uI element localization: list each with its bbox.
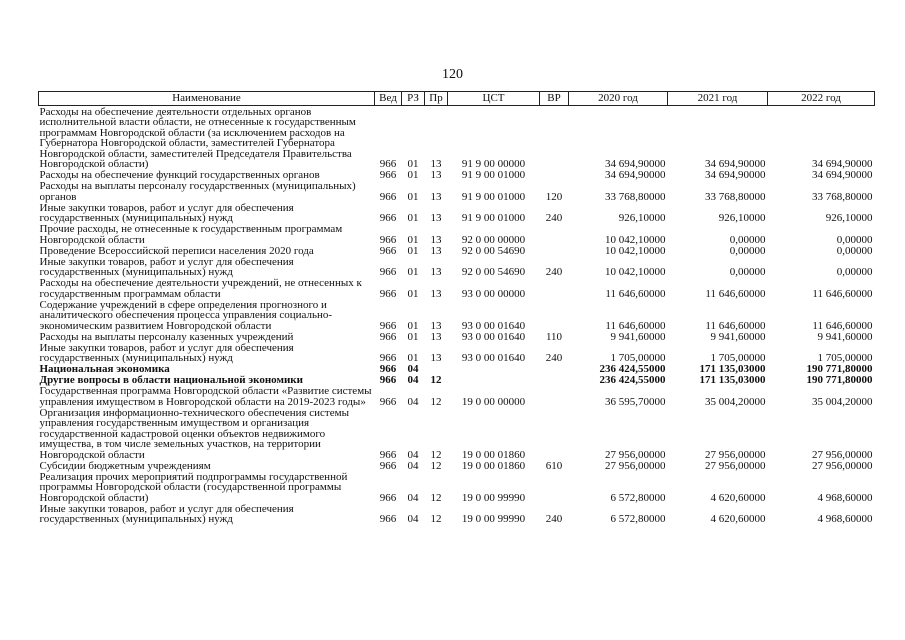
- header-rz: РЗ: [402, 92, 425, 106]
- cell-cst: [448, 375, 540, 386]
- cell-cst: 91 9 00 01000: [461, 169, 526, 181]
- cell-2022: 0,00000: [836, 266, 873, 278]
- cell-pr: 13: [430, 233, 442, 246]
- cell-2022: 27 956,00000: [812, 448, 873, 461]
- cell-2021: 35 004,20000: [705, 395, 766, 408]
- cell-ved: 966: [379, 158, 397, 170]
- cell-cst: 19 0 00 99990: [461, 513, 526, 525]
- cell-cst: [448, 364, 540, 375]
- cell-ved: 966: [379, 330, 397, 343]
- cell-ved: 966: [379, 319, 397, 332]
- cell-2020: 36 595,70000: [605, 395, 666, 408]
- table-row: [39, 471, 875, 503]
- cell-rz: 01: [407, 169, 419, 181]
- table-row: [39, 386, 875, 408]
- cell-pr: 13: [430, 190, 442, 203]
- cell-pr: 13: [430, 352, 442, 364]
- cell-pr: [425, 364, 448, 375]
- cell-2021: 34 694,90000: [705, 158, 766, 170]
- cell-2021: 0,00000: [729, 244, 766, 257]
- cell-ved: 966: [379, 513, 397, 525]
- table-row: [39, 460, 875, 471]
- cell-2021: 33 768,80000: [705, 190, 766, 203]
- table-body: [39, 106, 875, 525]
- cell-2022: 27 956,00000: [812, 459, 873, 472]
- cell-2022: 190 771,80000: [806, 363, 873, 375]
- cell-vr: [540, 471, 569, 503]
- cell-name: Прочие расходы, не отнесенные к государственным программам Новгородской области: [39, 223, 343, 246]
- table-row: [39, 256, 875, 278]
- cell-2021: 11 646,60000: [705, 287, 766, 300]
- cell-2022: 34 694,90000: [812, 158, 873, 170]
- cell-2020: 236 424,55000: [599, 363, 666, 375]
- cell-pr: 13: [430, 330, 442, 343]
- table-row: [39, 299, 875, 331]
- table-row: [39, 503, 875, 525]
- cell-2022: 4 968,60000: [817, 491, 873, 504]
- table-row: [39, 170, 875, 181]
- cell-rz: 04: [407, 448, 419, 461]
- cell-2020: 9 941,60000: [610, 330, 666, 343]
- cell-2022: 1 705,00000: [817, 352, 873, 364]
- cell-pr: 12: [430, 459, 442, 472]
- cell-2020: 236 424,55000: [599, 374, 666, 386]
- cell-name: Иные закупки товаров, работ и услуг для обеспечения государственных (муниципальных) нужд: [39, 201, 294, 224]
- cell-rz: 04: [407, 395, 419, 408]
- cell-2020: 34 694,90000: [605, 158, 666, 170]
- cell-pr: 13: [430, 158, 442, 170]
- cell-name: Проведение Всероссийской переписи населения 2020 года: [39, 244, 314, 257]
- cell-cst: 91 9 00 01000: [461, 212, 526, 224]
- cell-name: Иные закупки товаров, работ и услуг для обеспечения государственных (муниципальных) нужд: [39, 502, 294, 525]
- cell-name: Расходы на обеспечение деятельности учреждений, не отнесенных к государственным программам области: [39, 277, 362, 300]
- cell-cst: 19 0 00 01860: [461, 459, 526, 472]
- header-year-2020: 2020 год: [569, 92, 668, 106]
- cell-vr: [540, 224, 569, 246]
- page-number: 120: [442, 67, 463, 82]
- cell-cst: 91 9 00 01000: [461, 190, 526, 203]
- cell-2022: 4 968,60000: [817, 513, 873, 525]
- cell-cst: 93 0 00 01640: [461, 330, 526, 343]
- cell-pr: 12: [430, 513, 442, 525]
- cell-rz: 01: [407, 190, 419, 203]
- cell-2020: 6 572,80000: [610, 513, 666, 525]
- header-ved: Вед: [375, 92, 402, 106]
- cell-2021: 0,00000: [729, 233, 766, 246]
- cell-ved: 966: [379, 233, 397, 246]
- cell-rz: 01: [407, 266, 419, 278]
- cell-cst: 93 0 00 01640: [461, 319, 526, 332]
- cell-2022: 33 768,80000: [812, 190, 873, 203]
- cell-cst: 91 9 00 00000: [461, 158, 526, 170]
- cell-2020: 6 572,80000: [610, 491, 666, 504]
- cell-name: Национальная экономика: [39, 363, 170, 375]
- cell-2021: 0,00000: [729, 266, 766, 278]
- cell-rz: 04: [407, 374, 419, 386]
- cell-vr: [540, 375, 569, 386]
- cell-cst: 19 0 00 00000: [461, 395, 526, 408]
- cell-ved: 966: [379, 352, 397, 364]
- cell-2022: 11 646,60000: [812, 287, 873, 300]
- cell-2021: 27 956,00000: [705, 448, 766, 461]
- table-row: [39, 375, 875, 386]
- cell-pr: 13: [430, 212, 442, 224]
- table-row: [39, 245, 875, 256]
- cell-name: Другие вопросы в области национальной экономики: [39, 374, 303, 386]
- cell-rz: 04: [407, 491, 419, 504]
- cell-rz: 01: [407, 158, 419, 170]
- cell-name: Реализация прочих мероприятий подпрограммы государственной программы Новгородской области (государственной программы Новгородской области): [39, 470, 348, 504]
- table-header-row: [39, 92, 875, 106]
- cell-pr: 12: [430, 374, 442, 386]
- cell-2022: 190 771,80000: [806, 374, 873, 386]
- cell-2020: 10 042,10000: [605, 244, 666, 257]
- cell-ved: 966: [379, 448, 397, 461]
- cell-name: Иные закупки товаров, работ и услуг для обеспечения государственных (муниципальных) нужд: [39, 255, 294, 278]
- cell-cst: 19 0 00 99990: [461, 491, 526, 504]
- cell-2022: 926,10000: [825, 212, 873, 224]
- cell-rz: 04: [407, 363, 419, 375]
- cell-name: Содержание учреждений в сфере определения прогнозного и аналитического обеспечения процесса управления социально-экономическим развитием Новгородской области: [39, 298, 333, 332]
- cell-vr: [540, 299, 569, 331]
- cell-pr: 12: [430, 448, 442, 461]
- cell-pr: 13: [430, 319, 442, 332]
- cell-2020: 27 956,00000: [605, 448, 666, 461]
- cell-2020: 34 694,90000: [605, 169, 666, 181]
- cell-vr: 240: [545, 266, 563, 278]
- cell-cst: 92 0 00 54690: [461, 244, 526, 257]
- cell-name: Расходы на обеспечение функций государственных органов: [39, 169, 320, 181]
- cell-2022: 0,00000: [836, 233, 873, 246]
- cell-cst: 93 0 00 01640: [461, 352, 526, 364]
- cell-2022: 11 646,60000: [812, 319, 873, 332]
- cell-name: Расходы на выплаты персоналу государственных (муниципальных) органов: [39, 180, 356, 203]
- cell-2021: 4 620,60000: [710, 491, 766, 504]
- cell-vr: [540, 386, 569, 408]
- cell-pr: 13: [430, 266, 442, 278]
- cell-2022: 9 941,60000: [817, 330, 873, 343]
- cell-2021: 171 135,03000: [699, 374, 766, 386]
- cell-2020: 11 646,60000: [605, 287, 666, 300]
- cell-rz: 01: [407, 233, 419, 246]
- cell-ved: 966: [379, 287, 397, 300]
- cell-vr: 610: [545, 459, 563, 472]
- cell-rz: 01: [407, 212, 419, 224]
- table-row: [39, 224, 875, 246]
- cell-pr: 13: [430, 169, 442, 181]
- cell-ved: 966: [379, 374, 397, 386]
- cell-ved: 966: [379, 459, 397, 472]
- table-row: [39, 407, 875, 460]
- cell-2021: 11 646,60000: [705, 319, 766, 332]
- cell-ved: 966: [379, 363, 397, 375]
- cell-ved: 966: [379, 190, 397, 203]
- cell-cst: 92 0 00 54690: [461, 266, 526, 278]
- cell-vr: 240: [545, 513, 563, 525]
- cell-2020: 33 768,80000: [605, 190, 666, 203]
- cell-cst: 93 0 00 00000: [461, 287, 526, 300]
- cell-2020: 10 042,10000: [605, 266, 666, 278]
- cell-rz: 04: [407, 513, 419, 525]
- header-year-2021: 2021 год: [668, 92, 768, 106]
- cell-2020: 11 646,60000: [605, 319, 666, 332]
- cell-name: Организация информационно-технического обеспечения системы управления государственным имуществом и организация государственной кадастровой оценки объектов недвижимого имущества, в том числе земельных участков, на территории Новгородской области: [39, 406, 349, 461]
- cell-rz: 01: [407, 287, 419, 300]
- cell-vr: 240: [545, 352, 563, 364]
- header-pr: Пр: [425, 92, 448, 106]
- header-cst: ЦСТ: [448, 92, 540, 106]
- cell-2020: 1 705,00000: [610, 352, 666, 364]
- cell-2020: 27 956,00000: [605, 459, 666, 472]
- cell-vr: [540, 278, 569, 300]
- cell-2021: 9 941,60000: [710, 330, 766, 343]
- cell-pr: 12: [430, 491, 442, 504]
- cell-vr: 110: [545, 330, 563, 343]
- header-vr: ВР: [540, 92, 569, 106]
- cell-2021: 171 135,03000: [699, 363, 766, 375]
- cell-2020: 926,10000: [618, 212, 666, 224]
- cell-rz: 01: [407, 330, 419, 343]
- table-row: [39, 342, 875, 364]
- cell-2021: 27 956,00000: [705, 459, 766, 472]
- cell-name: Расходы на обеспечение деятельности отдельных органов исполнительной власти области, не отнесенные к государственным программам Новгородской области (за исключением расходов на Губернатора Новгородской области, заместителей Губернатора Новгородской области, заместителей Председателя Правительства Новгородской области): [39, 105, 356, 170]
- cell-vr: [540, 170, 569, 181]
- cell-pr: 13: [430, 287, 442, 300]
- cell-name: Иные закупки товаров, работ и услуг для обеспечения государственных (муниципальных) нужд: [39, 341, 294, 364]
- cell-name: Субсидии бюджетным учреждениям: [39, 459, 211, 472]
- cell-ved: 966: [379, 212, 397, 224]
- table-row: [39, 364, 875, 375]
- cell-2021: 926,10000: [718, 212, 766, 224]
- table-row: [39, 181, 875, 203]
- cell-ved: 966: [379, 395, 397, 408]
- cell-ved: 966: [379, 244, 397, 257]
- header-name: Наименование: [39, 92, 375, 106]
- cell-ved: 966: [379, 266, 397, 278]
- budget-table: [38, 91, 875, 525]
- table-row: [39, 278, 875, 300]
- header-year-2022: 2022 год: [768, 92, 875, 106]
- cell-vr: 240: [545, 212, 563, 224]
- cell-cst: 92 0 00 00000: [461, 233, 526, 246]
- cell-name: Государственная программа Новгородской области «Развитие системы управления имуществом в Новгородской области на 2019-2023 годы»: [39, 385, 372, 408]
- table-row: [39, 202, 875, 224]
- cell-vr: [540, 106, 569, 170]
- table-row: [39, 331, 875, 342]
- cell-pr: 12: [430, 395, 442, 408]
- cell-rz: 04: [407, 459, 419, 472]
- cell-2021: 4 620,60000: [710, 513, 766, 525]
- cell-ved: 966: [379, 169, 397, 181]
- cell-vr: [540, 364, 569, 375]
- cell-2021: 34 694,90000: [705, 169, 766, 181]
- cell-rz: 01: [407, 319, 419, 332]
- cell-pr: 13: [430, 244, 442, 257]
- cell-2022: 0,00000: [836, 244, 873, 257]
- cell-2022: 35 004,20000: [812, 395, 873, 408]
- cell-vr: [540, 245, 569, 256]
- cell-ved: 966: [379, 491, 397, 504]
- cell-name: Расходы на выплаты персоналу казенных учреждений: [39, 330, 294, 343]
- cell-vr: [540, 407, 569, 460]
- cell-vr: 120: [545, 190, 563, 203]
- cell-2020: 10 042,10000: [605, 233, 666, 246]
- cell-cst: 19 0 00 01860: [461, 448, 526, 461]
- cell-2022: 34 694,90000: [812, 169, 873, 181]
- cell-rz: 01: [407, 244, 419, 257]
- cell-2021: 1 705,00000: [710, 352, 766, 364]
- table-row: [39, 106, 875, 170]
- cell-rz: 01: [407, 352, 419, 364]
